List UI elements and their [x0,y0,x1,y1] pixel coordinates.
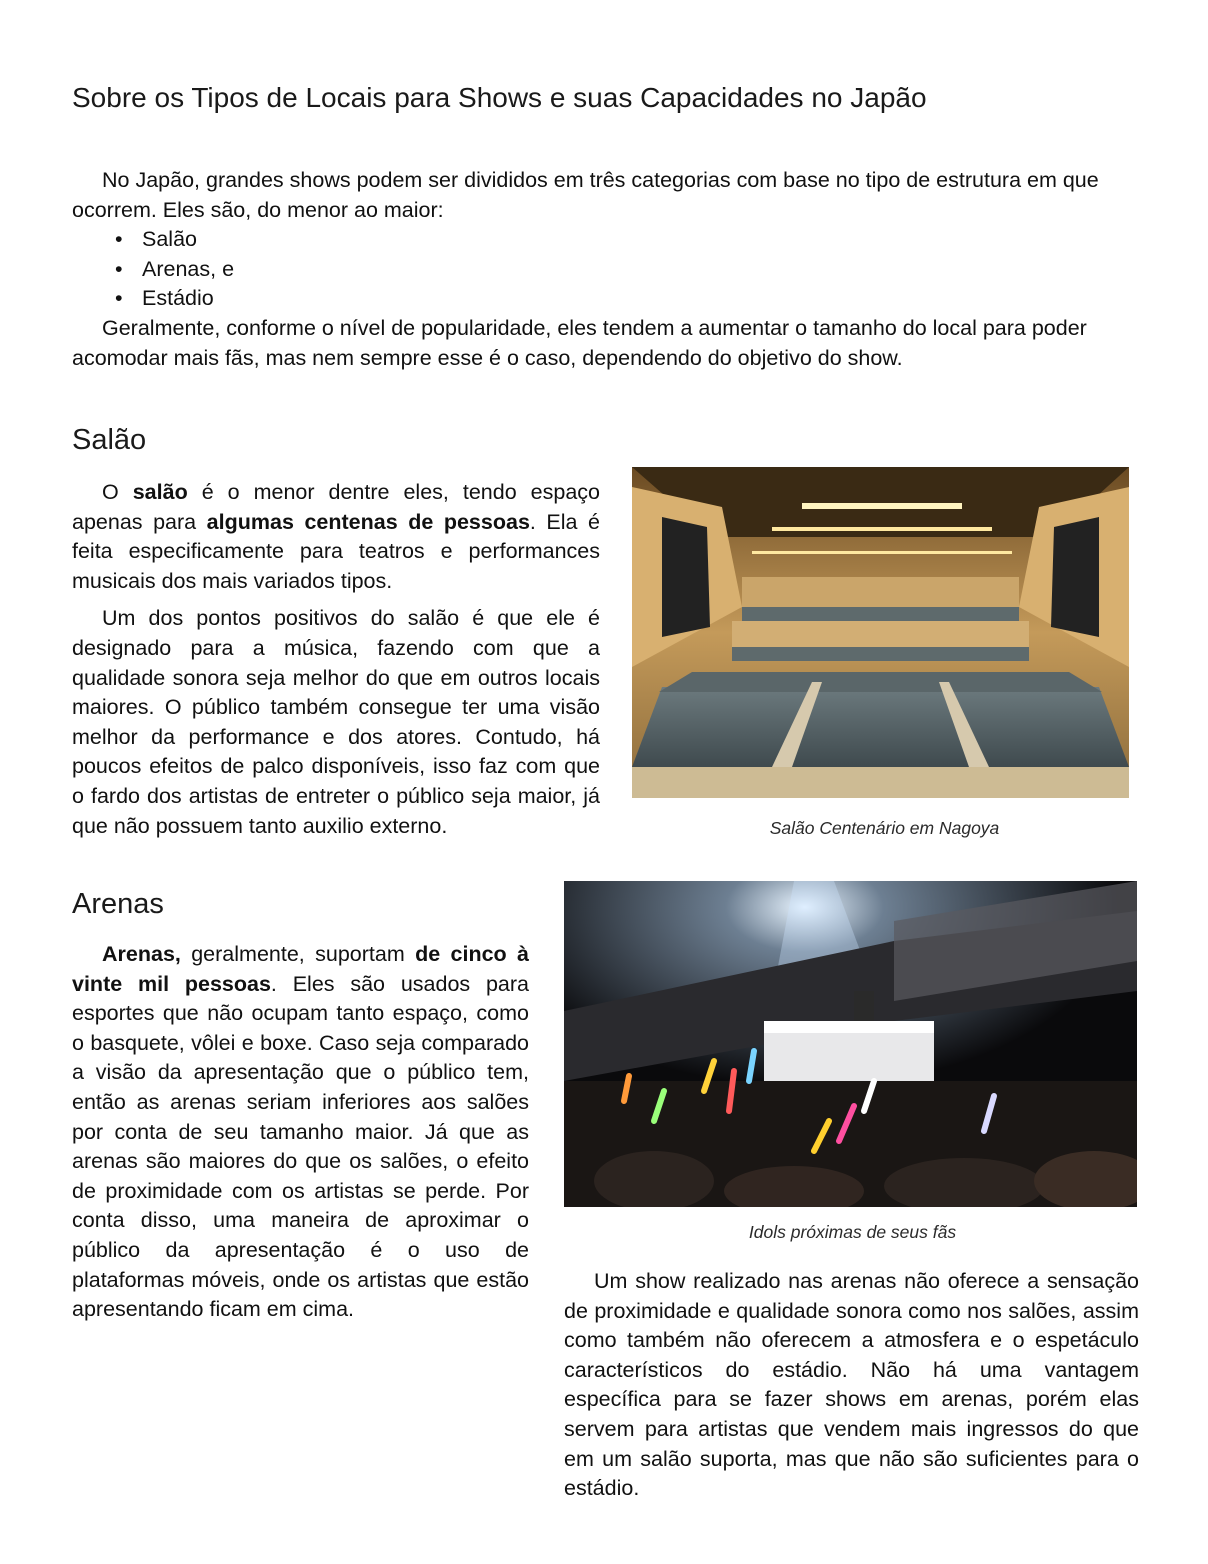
intro-section [72,166,1146,373]
arenas-text-right [564,1267,1139,1504]
bullet-icon: • [115,227,123,252]
salao-paragraph-2: Um dos pontos positivos do salão é que ele é designado para a música, fazendo com que a qualidade sonora seja melhor do que em outros locais maiores. O público também consegue ter uma visão melhor da performance e dos atores. Contudo, há poucos efeitos de palco disponíveis, isso faz com que o fardo dos artistas de entreter o público seja maior, já que não possuem tanto auxilio externo. [72,606,600,838]
salao-text [72,478,600,841]
bullet-icon: • [115,286,123,311]
salao-paragraph-1: O salão é o menor dentre eles, tendo espaço apenas para algumas centenas de pessoas. Ela é feita especificamente para teatros e performances musicais dos mais variados tipos. [72,480,601,593]
intro-paragraph-1: No Japão, grandes shows podem ser divididos em três categorias com base no tipo de estrutura em que ocorrem. Eles são, do menor ao maior: [72,168,1099,222]
salao-image-caption: Salão Centenário em Nagoya [769,818,1000,838]
arenas-text [72,940,529,1325]
section-heading-salao: Salão [72,424,147,456]
list-item: • Estádio [72,284,1146,314]
page-title: Sobre os Tipos de Locais para Shows e suas Capacidades no Japão [72,82,927,113]
bullet-icon: • [115,256,123,281]
arenas-image-caption: Idols próximas de seus fãs [748,1222,957,1242]
concert-hall-photo [632,467,1129,798]
arenas-paragraph-1: Arenas, geralmente, suportam de cinco à vinte mil pessoas. Eles são usados para esportes que não ocupam tanto espaço, como o basquete, vôlei e boxe. Caso seja comparado a visão da apresentação que o público tem, então as arenas seriam inferiores aos salões por conta de seu tamanho maior. Já que as arenas são maiores do que os salões, o efeito de proximidade com os artistas se perde. Por conta disso, uma maneira de aproximar o público da apresentação é o uso de plataformas móveis, onde os artistas que estão apresentando ficam em cima. [72,942,529,1322]
arena-concert-photo [564,881,1137,1207]
intro-paragraph-2: Geralmente, conforme o nível de popularidade, eles tendem a aumentar o tamanho do local para poder acomodar mais fãs, mas nem sempre esse é o caso, dependendo do objetivo do show. [72,315,1087,370]
arenas-paragraph-2: Um show realizado nas arenas não oferece a sensação de proximidade e qualidade sonora como nos salões, assim como também não oferecem a atmosfera e o espetáculo característicos do estádio. Não há uma vantagem específica para se fazer shows em arenas, porém elas servem para artistas que vendem mais ingressos do que em um salão suporta, mas que não são suficientes para o estádio. [564,1269,1139,1501]
section-heading-arenas: Arenas [72,888,164,920]
venue-type-list [72,225,1146,314]
list-item: • Arenas, e [72,255,1146,285]
list-item: • Salão [72,225,1146,255]
